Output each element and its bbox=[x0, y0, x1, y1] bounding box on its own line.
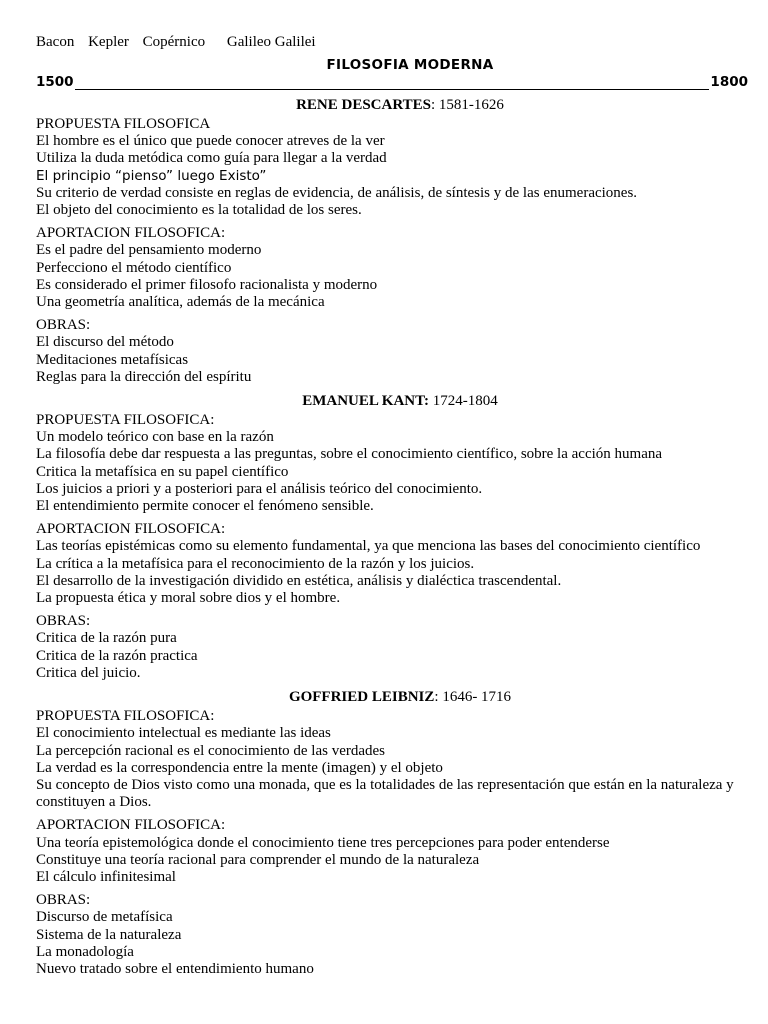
philosopher-years: 1724-1804 bbox=[432, 393, 498, 410]
text-line: Critica la metafísica en su papel científico bbox=[36, 463, 289, 480]
text-line: La filosofía debe dar respuesta a las preguntas, sobre el conocimiento científico, sobre la acción humana bbox=[36, 446, 663, 463]
subheading: PROPUESTA FILOSOFICA: bbox=[36, 708, 215, 725]
text-line: El objeto del conocimiento es la totalidad de los seres. bbox=[36, 202, 362, 219]
text-line: Utiliza la duda metódica como guía para llegar a la verdad bbox=[36, 150, 387, 167]
text-line: Constituye una teoría racional para comprender el mundo de la naturaleza bbox=[36, 851, 480, 868]
subheading: APORTACION FILOSOFICA: bbox=[36, 817, 226, 834]
text-line: Critica del juicio. bbox=[36, 664, 141, 681]
timeline-line bbox=[75, 77, 710, 90]
text-line: El hombre es el único que puede conocer atreves de la ver bbox=[36, 133, 385, 150]
section-heading-kant bbox=[36, 392, 748, 410]
text-line: El desarrollo de la investigación dividido en estética, análisis y dialéctica trascendental. bbox=[36, 572, 562, 589]
document-title: FILOSOFIA MODERNA bbox=[326, 57, 494, 73]
text-line: Meditaciones metafísicas bbox=[36, 351, 189, 368]
subheading: OBRAS: bbox=[36, 317, 91, 334]
propuesta-block bbox=[36, 708, 748, 811]
text-line: Su criterio de verdad consiste en reglas de evidencia, de análisis, de síntesis y de las enumeraciones. bbox=[36, 184, 638, 201]
subheading: OBRAS: bbox=[36, 892, 91, 909]
text-line: Perfecciono el método científico bbox=[36, 259, 232, 276]
text-line: Critica de la razón pura bbox=[36, 630, 177, 647]
philosopher-heading: GOFFRIED LEIBNIZ bbox=[288, 689, 435, 706]
text-line: La percepción racional es el conocimiento de las verdades bbox=[36, 742, 386, 759]
section-heading-descartes: RENE DESCARTES: 1581-1626 bbox=[296, 97, 504, 113]
text-line: Es el padre del pensamiento moderno bbox=[36, 242, 262, 259]
text-line: Es considerado el primer filosofo racionalista y moderno bbox=[36, 276, 378, 293]
subheading: PROPUESTA FILOSOFICA bbox=[36, 116, 211, 132]
subheading: APORTACION FILOSOFICA: bbox=[36, 225, 226, 242]
philosopher-heading: RENE DESCARTES bbox=[296, 97, 431, 113]
philosopher-name: Copérnico bbox=[142, 34, 206, 50]
aportacion-block bbox=[36, 225, 748, 311]
obras-block bbox=[36, 317, 748, 386]
text-line: Reglas para la dirección del espíritu bbox=[36, 368, 252, 385]
text-line: La crítica a la metafísica para el reconocimiento de la razón y los juicios. bbox=[36, 555, 475, 572]
timeline-start: 1500 bbox=[36, 74, 74, 90]
philosopher-years: 1646- 1716 bbox=[442, 689, 512, 706]
philosopher-name: Bacon bbox=[36, 34, 75, 50]
text-line: Una teoría epistemológica donde el conocimiento tiene tres percepciones para poder entenderse bbox=[36, 834, 610, 851]
aportacion-block bbox=[36, 521, 748, 607]
philosopher-name: Galileo Galilei bbox=[226, 34, 316, 50]
text-line: El discurso del método bbox=[36, 334, 174, 351]
propuesta-block bbox=[36, 116, 748, 219]
subheading: OBRAS: bbox=[36, 613, 91, 630]
text-line: Los juicios a priori y a posteriori para el análisis teórico del conocimiento. bbox=[36, 480, 483, 497]
timeline bbox=[36, 74, 748, 90]
subheading: PROPUESTA FILOSOFICA: bbox=[36, 412, 215, 429]
timeline-end: 1800 bbox=[710, 74, 748, 90]
obras-block bbox=[36, 613, 748, 682]
text-line: Su concepto de Dios visto como una monada, que es la totalidades de las representación que están en la naturaleza y constituyen a Dios. bbox=[36, 776, 734, 811]
text-line: El conocimiento intelectual es mediante las ideas bbox=[36, 725, 331, 742]
text-line: Las teorías epistémicas como su elemento fundamental, ya que menciona las bases del conocimiento científico bbox=[36, 538, 701, 555]
text-line: Nuevo tratado sobre el entendimiento humano bbox=[36, 960, 314, 977]
text-line: El entendimiento permite conocer el fenómeno sensible. bbox=[36, 498, 374, 515]
text-line: La verdad es la correspondencia entre la mente (imagen) y el objeto bbox=[36, 759, 443, 776]
text-line: La propuesta ética y moral sobre dios y el hombre. bbox=[36, 590, 341, 607]
text-line: El principio “pienso” luego Existo” bbox=[36, 167, 267, 184]
text-line: La monadología bbox=[36, 943, 134, 960]
philosopher-heading: EMANUEL KANT: bbox=[302, 393, 430, 410]
obras-block bbox=[36, 892, 748, 978]
aportacion-block bbox=[36, 817, 748, 886]
philosopher-years: 1581-1626 bbox=[438, 97, 504, 113]
text-line: El cálculo infinitesimal bbox=[36, 868, 176, 885]
philosophers-list bbox=[36, 32, 748, 52]
text-line: Discurso de metafísica bbox=[36, 909, 173, 926]
text-line: Un modelo teórico con base en la razón bbox=[36, 429, 274, 446]
text-line: Critica de la razón practica bbox=[36, 647, 198, 664]
propuesta-block bbox=[36, 412, 748, 515]
subheading: APORTACION FILOSOFICA: bbox=[36, 521, 226, 538]
text-line: Una geometría analítica, además de la mecánica bbox=[36, 294, 325, 311]
philosopher-name: Kepler bbox=[88, 34, 129, 50]
section-heading-leibniz: GOFFRIED LEIBNIZ: 1646- 1716 bbox=[288, 689, 512, 706]
text-line: Sistema de la naturaleza bbox=[36, 926, 182, 943]
